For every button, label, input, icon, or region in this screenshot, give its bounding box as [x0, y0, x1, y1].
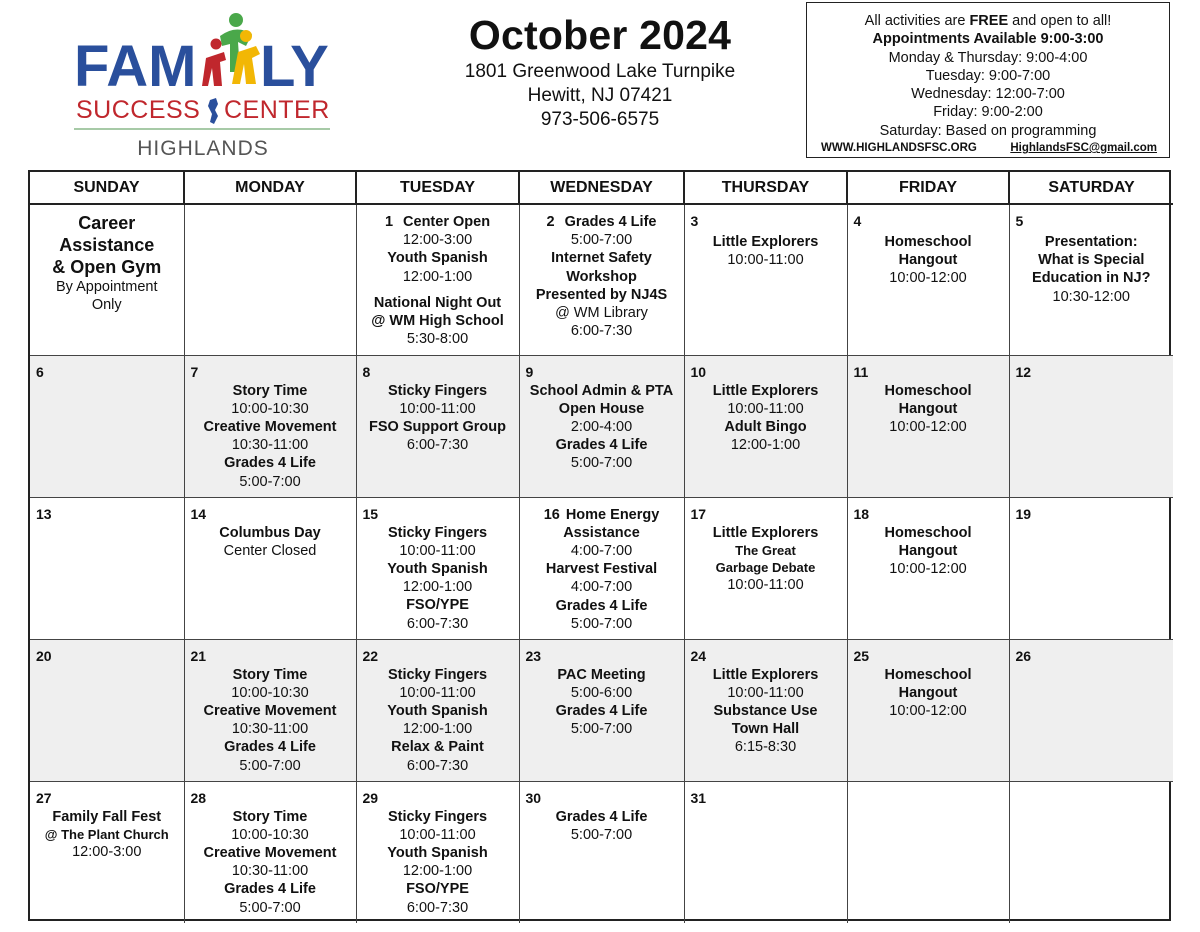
event-title: Grades 4 Life [555, 702, 648, 719]
event-title: Little Explorers [712, 524, 819, 541]
logo-word-center: CENTER [224, 96, 330, 124]
event-title: Homeschool [884, 666, 972, 683]
weekday-wednesday: WEDNESDAY [519, 172, 684, 204]
day-cell-12 [1009, 355, 1173, 497]
day-number: 21 [190, 647, 207, 664]
day-cell-empty [1009, 781, 1173, 923]
day-cell-7 [184, 355, 356, 497]
email-link[interactable]: HighlandsFSC@gmail.com [1010, 142, 1157, 155]
career-note-1: By Appointment [55, 279, 158, 295]
event-title: Relax & Paint [391, 739, 484, 756]
event-time: 10:00-12:00 [889, 418, 967, 435]
hours-mon-thu: Monday & Thursday: 9:00-4:00 [888, 49, 1088, 66]
day-number: 1 [384, 214, 394, 230]
logo-word-ly: LY [260, 34, 329, 99]
event-presenter: Presented by NJ4S [535, 286, 668, 303]
event-title: Hangout [898, 684, 958, 701]
event-subtitle: The Great [735, 542, 796, 558]
event-title: Grades 4 Life [224, 455, 316, 472]
day-number: 30 [525, 789, 542, 806]
event-title: Grades 4 Life [555, 437, 648, 454]
career-title-1: Career [78, 213, 136, 233]
event-time: 10:00-10:30 [231, 684, 309, 701]
event-title: Grades 4 Life [555, 597, 648, 614]
event-title: Grades 4 Life [555, 808, 648, 825]
weekday-tuesday: TUESDAY [356, 172, 519, 204]
event-time: 10:00-12:00 [889, 560, 967, 577]
day-number: 6 [36, 363, 44, 380]
logo-word-fam: FAM [74, 34, 197, 99]
event-time: 5:00-7:00 [570, 232, 633, 249]
event-title: Town Hall [731, 721, 800, 738]
title-block [420, 10, 780, 132]
event-time: 6:00-7:30 [570, 323, 633, 340]
nj-state-icon [208, 98, 218, 124]
event-title: FSO/YPE [406, 597, 469, 614]
event-title: Sticky Fingers [387, 524, 488, 541]
event-title: PAC Meeting [557, 666, 646, 683]
event-title: Hangout [898, 542, 958, 559]
free-notice: All activities are FREE and open to all! [864, 13, 1112, 29]
day-cell-24 [684, 639, 847, 781]
day-number: 26 [1015, 647, 1032, 664]
day-cell-23 [519, 639, 684, 781]
event-title: Internet Safety [551, 250, 652, 267]
event-title: Youth Spanish [387, 844, 488, 861]
day-number: 5 [1015, 213, 1024, 229]
career-note-2: Only [91, 297, 122, 313]
event-time: 10:00-11:00 [727, 400, 804, 417]
day-number: 13 [36, 505, 52, 522]
event-title: National Night Out [373, 294, 502, 311]
day-cell-31 [684, 781, 847, 923]
day-cell-17 [684, 497, 847, 639]
event-time: 5:00-7:00 [570, 615, 633, 632]
event-time: 10:00-11:00 [727, 576, 804, 593]
event-title: Columbus Day [219, 524, 321, 541]
event-title: Homeschool [884, 524, 972, 541]
event-time: 5:00-6:00 [570, 684, 633, 701]
day-number: 15 [362, 505, 379, 522]
event-time: 10:30-11:00 [231, 863, 309, 880]
event-time: 2:00-4:00 [570, 418, 633, 435]
day-cell-empty [847, 781, 1009, 923]
event-time: 10:30-12:00 [1052, 288, 1130, 305]
event-title: Grades 4 Life [564, 214, 657, 230]
day-cell-27 [30, 781, 184, 923]
day-number: 18 [853, 505, 870, 522]
day-cell-career [30, 204, 184, 355]
week-row-1 [30, 204, 1173, 355]
day-cell-30 [519, 781, 684, 923]
event-title: Open House [558, 400, 645, 417]
day-cell-8 [356, 355, 519, 497]
event-time: 5:00-7:00 [570, 721, 633, 738]
event-title: Home Energy [565, 506, 660, 523]
event-time: 10:00-11:00 [399, 542, 476, 559]
event-time: 10:30-11:00 [231, 437, 309, 454]
event-time: 6:00-7:30 [406, 757, 469, 774]
day-number: 11 [853, 363, 869, 380]
event-title: Creative Movement [203, 418, 337, 435]
day-number: 28 [190, 789, 207, 806]
event-time: 10:30-11:00 [231, 721, 309, 738]
event-time: 12:00-1:00 [402, 579, 473, 596]
event-title: Little Explorers [712, 234, 819, 250]
event-title: Youth Spanish [387, 702, 488, 719]
day-cell-4 [847, 204, 1009, 355]
family-success-center-logo [70, 6, 336, 158]
phone-number: 973-506-6575 [540, 109, 660, 130]
weekday-friday: FRIDAY [847, 172, 1009, 204]
event-title: Story Time [232, 666, 308, 683]
weekday-sunday: SUNDAY [30, 172, 184, 204]
day-cell-26 [1009, 639, 1173, 781]
event-time: 6:15-8:30 [734, 739, 797, 756]
day-number: 25 [853, 647, 870, 664]
day-number: 29 [362, 789, 379, 806]
day-number: 19 [1015, 505, 1032, 522]
day-cell-11 [847, 355, 1009, 497]
event-time: 12:00-1:00 [402, 863, 473, 880]
event-title: Sticky Fingers [387, 382, 488, 399]
event-time: 12:00-1:00 [402, 268, 473, 285]
event-time: 10:00-11:00 [399, 826, 476, 843]
calendar-month-title: October 2024 [468, 12, 732, 58]
event-title: Story Time [232, 808, 308, 825]
event-title: Youth Spanish [387, 560, 488, 577]
event-time: 10:00-10:30 [231, 400, 309, 417]
day-number: 31 [690, 789, 707, 806]
day-cell-20 [30, 639, 184, 781]
event-time: 5:00-7:00 [239, 757, 301, 774]
website-link[interactable]: WWW.HIGHLANDSFSC.ORG [821, 142, 977, 155]
week-row-4 [30, 639, 1173, 781]
day-cell-14 [184, 497, 356, 639]
event-title: School Admin & PTA [529, 382, 674, 399]
day-cell-1 [356, 204, 519, 355]
day-number: 12 [1015, 363, 1032, 380]
event-title: Hangout [898, 252, 958, 269]
event-time: 10:00-10:30 [231, 826, 309, 843]
event-time: 6:00-7:30 [406, 615, 469, 632]
hours-fri: Friday: 9:00-2:00 [933, 104, 1043, 121]
appointments-notice: Appointments Available 9:00-3:00 [872, 31, 1104, 48]
event-title: FSO Support Group [369, 418, 506, 435]
weekday-thursday: THURSDAY [684, 172, 847, 204]
event-title: Adult Bingo [724, 418, 807, 435]
event-time: 4:00-7:00 [570, 542, 633, 559]
event-title: Grades 4 Life [224, 881, 316, 898]
event-title: Youth Spanish [387, 250, 488, 267]
day-cell-2 [519, 204, 684, 355]
day-cell-29 [356, 781, 519, 923]
day-cell-empty [184, 204, 356, 355]
event-time: 10:00-11:00 [727, 684, 804, 701]
event-subtitle: Garbage Debate [715, 559, 816, 575]
day-number: 16 [543, 506, 560, 523]
day-cell-25 [847, 639, 1009, 781]
career-title-2: Assistance [59, 235, 155, 255]
contact-row [807, 141, 1169, 155]
event-title: Center Open [403, 214, 491, 230]
event-time: 12:00-1:00 [402, 721, 473, 738]
event-title: Creative Movement [203, 844, 337, 861]
day-number: 3 [690, 213, 699, 229]
logo-word-success: SUCCESS [76, 96, 201, 124]
event-location: @ The Plant Church [44, 826, 169, 842]
day-number: 17 [690, 505, 707, 522]
day-number: 10 [690, 363, 707, 380]
event-title: Homeschool [884, 382, 972, 399]
event-time: 10:00-11:00 [399, 400, 476, 417]
day-number: 2 [546, 214, 555, 230]
event-title: FSO/YPE [406, 881, 469, 898]
event-title: What is Special [1038, 252, 1145, 269]
weekday-header-row [30, 172, 1173, 204]
event-time: 5:00-7:00 [570, 455, 633, 472]
day-number: 20 [36, 647, 52, 664]
day-number: 4 [853, 213, 862, 229]
day-cell-28 [184, 781, 356, 923]
career-title-3: & Open Gym [52, 257, 162, 277]
week-row-2 [30, 355, 1173, 497]
calendar-grid [28, 170, 1171, 921]
week-row-3 [30, 497, 1173, 639]
event-time: 12:00-3:00 [402, 232, 473, 249]
day-cell-21 [184, 639, 356, 781]
day-number: 8 [362, 363, 371, 380]
week-row-5 [30, 781, 1173, 923]
day-cell-3 [684, 204, 847, 355]
day-number: 24 [690, 647, 707, 664]
event-title: Harvest Festival [545, 561, 658, 578]
event-time: 10:00-12:00 [889, 702, 967, 719]
event-location: @ WM High School [371, 313, 504, 330]
event-title: Homeschool [884, 234, 972, 250]
event-time: 5:00-7:00 [239, 473, 301, 490]
day-number: 23 [525, 647, 542, 664]
event-title: Grades 4 Life [224, 739, 316, 756]
day-cell-10 [684, 355, 847, 497]
day-cell-9 [519, 355, 684, 497]
day-cell-13 [30, 497, 184, 639]
day-cell-15 [356, 497, 519, 639]
event-title: Little Explorers [712, 666, 819, 683]
logo-word-highlands: HIGHLANDS [137, 137, 269, 158]
logo-people-icon [202, 13, 260, 86]
day-number: 22 [362, 647, 379, 664]
weekday-monday: MONDAY [184, 172, 356, 204]
event-title: Substance Use [713, 702, 818, 719]
event-title: Workshop [566, 268, 637, 285]
day-cell-22 [356, 639, 519, 781]
day-cell-5 [1009, 204, 1173, 355]
event-title: Family Fall Fest [52, 808, 162, 825]
event-time: 6:00-7:30 [406, 899, 469, 916]
event-title: Sticky Fingers [387, 808, 488, 825]
weekday-saturday: SATURDAY [1009, 172, 1173, 204]
event-time: 12:00-3:00 [72, 843, 142, 860]
event-title: Little Explorers [712, 382, 819, 399]
hours-wed: Wednesday: 12:00-7:00 [911, 86, 1065, 103]
hours-tue: Tuesday: 9:00-7:00 [925, 67, 1051, 84]
event-time: 4:00-7:00 [570, 579, 633, 596]
event-time: 10:00-12:00 [889, 270, 967, 287]
day-number: 27 [36, 789, 52, 806]
info-box [806, 2, 1170, 158]
day-cell-19 [1009, 497, 1173, 639]
day-number: 7 [190, 363, 199, 380]
event-time: 5:00-7:00 [570, 826, 633, 843]
day-cell-16 [519, 497, 684, 639]
event-title: Story Time [232, 382, 308, 399]
event-title: Assistance [563, 524, 640, 541]
event-title: Creative Movement [203, 702, 337, 719]
day-number: 9 [525, 363, 534, 380]
event-location: @ WM Library [555, 305, 648, 322]
event-time: 12:00-1:00 [730, 437, 801, 454]
event-time: 5:30-8:00 [406, 331, 469, 348]
event-note: Center Closed [223, 542, 317, 559]
event-title: Sticky Fingers [387, 666, 488, 683]
hours-sat: Saturday: Based on programming [879, 122, 1097, 139]
event-time: 10:00-11:00 [727, 252, 804, 269]
event-title: Presentation: [1044, 234, 1138, 250]
address-line-1: 1801 Greenwood Lake Turnpike [464, 61, 736, 82]
day-cell-6 [30, 355, 184, 497]
day-number: 14 [190, 505, 207, 522]
event-time: 10:00-11:00 [399, 684, 476, 701]
event-title: Hangout [898, 400, 958, 417]
address-line-2: Hewitt, NJ 07421 [527, 85, 673, 106]
day-cell-18 [847, 497, 1009, 639]
event-title: Education in NJ? [1032, 270, 1151, 287]
event-time: 5:00-7:00 [239, 899, 301, 916]
event-time: 6:00-7:30 [406, 437, 469, 454]
